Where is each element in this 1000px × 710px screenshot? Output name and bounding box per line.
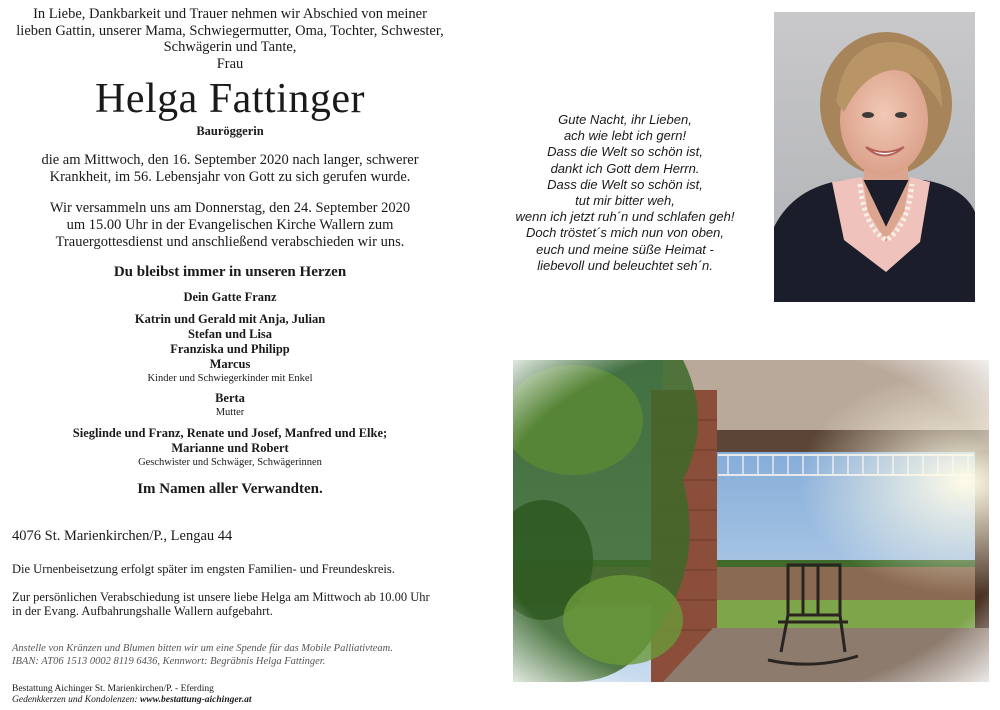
poem-line: Dass die Welt so schön ist,: [547, 144, 703, 160]
address: 4076 St. Marienkirchen/P., Lengau 44: [12, 528, 233, 544]
intro-line: Schwägerin und Tante,: [163, 39, 297, 55]
maiden-name: Bauröggerin: [196, 124, 264, 138]
funeral-info: [0, 200, 460, 251]
funeral-line: Wir versammeln uns am Donnerstag, den 24. September 2020: [49, 200, 411, 216]
urn-note: Die Urnenbeisetzung erfolgt später im engsten Familien- und Freundeskreis.: [12, 562, 395, 576]
family-husband: [0, 290, 460, 305]
children-line: Franziska und Philipp: [170, 342, 290, 356]
all-relatives: Im Namen aller Verwandten.: [137, 481, 323, 497]
deceased-name: Helga Fattinger: [95, 76, 365, 122]
intro-text: [0, 6, 460, 72]
mother-name: Berta: [215, 391, 245, 405]
mother-caption: Mutter: [215, 407, 245, 418]
farewell-line: in der Evang. Aufbahrungshalle Wallern aufgebahrt.: [12, 604, 273, 618]
death-line: Krankheit, im 56. Lebensjahr von Gott zu sich gerufen wurde.: [49, 169, 411, 185]
donation-note: [12, 642, 452, 668]
family-siblings: [0, 426, 460, 469]
poem-line: Gute Nacht, ihr Lieben,: [558, 112, 692, 127]
undertaker-info: [12, 684, 252, 706]
children-caption: Kinder und Schwiegerkinder mit Enkel: [147, 373, 313, 384]
siblings-caption: Geschwister und Schwäger, Schwägerinnen: [138, 457, 322, 468]
poem-line: liebevoll und beleuchtet seh´n.: [537, 257, 713, 273]
veranda-photo: [513, 360, 989, 682]
siblings-line: Sieglinde und Franz, Renate und Josef, Manfred und Elke;: [72, 426, 388, 440]
poem: [485, 112, 765, 274]
family-children: [0, 312, 460, 385]
portrait-image: [774, 12, 975, 302]
intro-line: lieben Gattin, unserer Mama, Schwiegermutter, Oma, Tochter, Schwester,: [16, 22, 444, 39]
children-line: Marcus: [209, 357, 251, 371]
funeral-line: Trauergottesdienst und anschließend verabschieden wir uns.: [55, 234, 405, 250]
poem-line: dankt ich Gott dem Herrn.: [550, 160, 700, 176]
portrait-photo: [774, 12, 975, 302]
poem-line: Dass die Welt so schön ist,: [547, 176, 703, 192]
death-line: die am Mittwoch, den 16. September 2020 nach langer, schwerer: [41, 152, 419, 168]
intro-line: In Liebe, Dankbarkeit und Trauer nehmen wir Abschied von meiner: [33, 6, 427, 22]
undertaker-website-link[interactable]: www.bestattung-aichinger.at: [139, 695, 252, 705]
siblings-line: Marianne und Robert: [171, 441, 289, 455]
hearts-heading: Du bleibst immer in unseren Herzen: [113, 264, 347, 280]
husband-name: Dein Gatte Franz: [183, 290, 277, 304]
poem-line: euch und meine süße Heimat -: [536, 241, 714, 257]
farewell-line: Zur persönlichen Verabschiedung ist unsere liebe Helga am Mittwoch ab 10.00 Uhr: [12, 590, 430, 604]
death-notice: [0, 152, 460, 186]
poem-line: Doch tröstet´s mich nun von oben,: [526, 225, 724, 241]
undertaker-name: Bestattung Aichinger St. Marienkirchen/P. - Eferding: [12, 684, 214, 694]
veranda-image: [513, 360, 989, 682]
children-line: Katrin und Gerald mit Anja, Julian: [134, 312, 326, 326]
poem-line: ach wie lebt ich gern!: [563, 128, 687, 144]
donation-line: IBAN: AT06 1513 0002 8119 6436, Kennwort: Begräbnis Helga Fattinger.: [12, 656, 326, 667]
family-mother: [0, 391, 460, 419]
poem-line: wenn ich jetzt ruh´n und schlafen geh!: [515, 209, 735, 225]
children-line: Stefan und Lisa: [187, 327, 273, 341]
poem-line: tut mir bitter weh,: [575, 193, 675, 209]
intro-line: Frau: [216, 55, 244, 72]
farewell-note: [12, 590, 442, 618]
donation-line: Anstelle von Kränzen und Blumen bitten wir um eine Spende für das Mobile Palliativteam.: [12, 643, 393, 654]
condolence-label: Gedenkkerzen und Kondolenzen:: [12, 695, 140, 705]
funeral-line: um 15.00 Uhr in der Evangelischen Kirche Wallern zum: [66, 217, 394, 233]
